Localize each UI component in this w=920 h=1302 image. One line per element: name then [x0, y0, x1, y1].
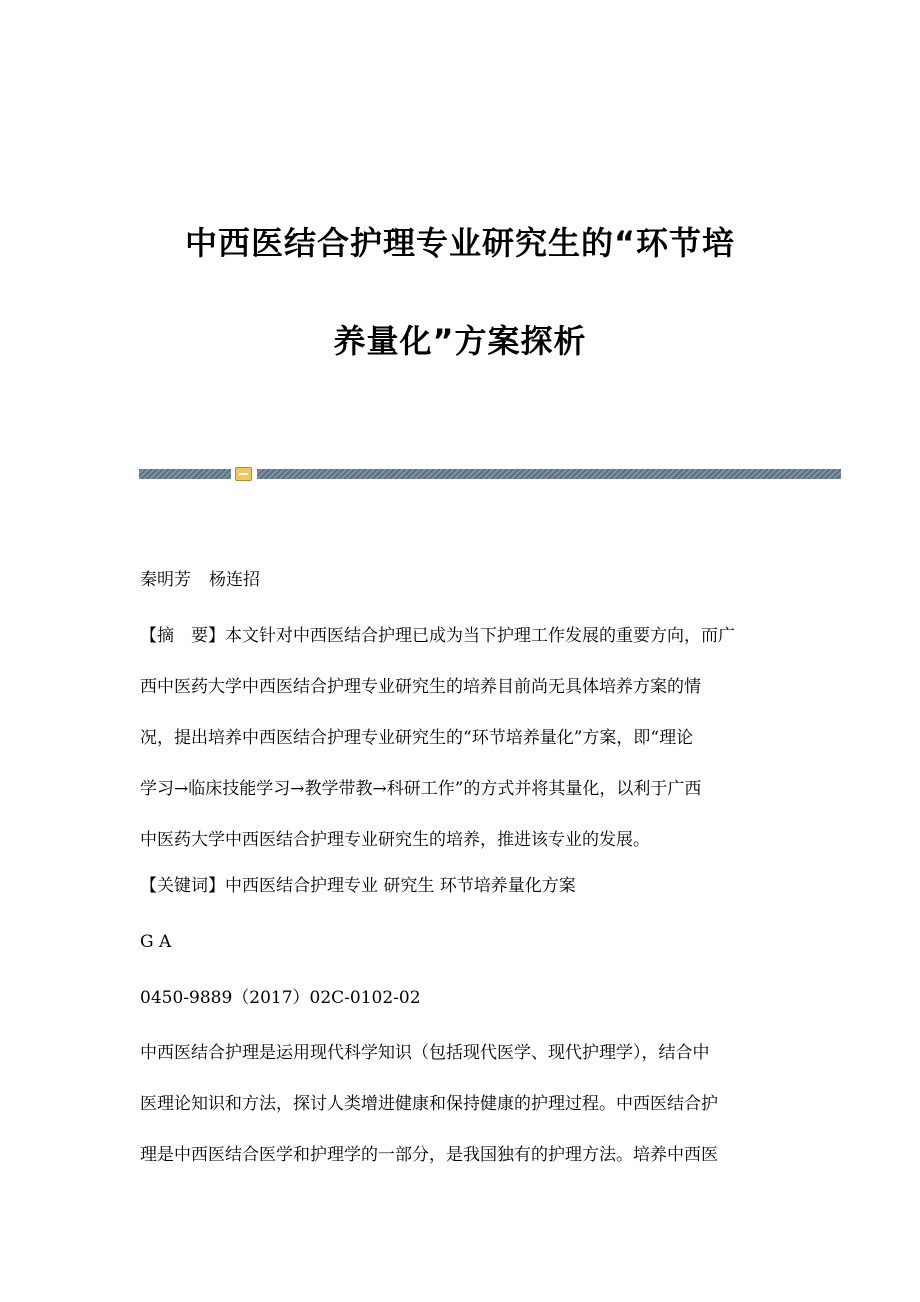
- abstract-line: 学习→临床技能学习→教学带教→科研工作”的方式并将其量化，以利于广西: [140, 779, 702, 799]
- divider-ornament-icon: [235, 467, 252, 481]
- title-divider-left: [139, 469, 231, 479]
- body-line: 中西医结合护理是运用现代科学知识（包括现代医学、现代护理学），结合中: [140, 1043, 710, 1063]
- author-1: 秦明芳: [140, 570, 191, 590]
- issn-line: 0450-9889（2017）02C-0102-02: [140, 988, 421, 1008]
- document-title-line-1: 中西医结合护理专业研究生的“环节培: [184, 224, 736, 262]
- abstract-line: 中医药大学中西医结合护理专业研究生的培养，推进该专业的发展。: [140, 830, 650, 850]
- keywords-label: 【关键词】: [140, 876, 225, 896]
- body-paragraph: [140, 1043, 780, 1165]
- document-title-line-2: 养量化”方案探析: [333, 322, 587, 360]
- abstract-line: 况，提出培养中西医结合护理专业研究生的“环节培养量化”方案，即“理论: [140, 728, 694, 748]
- authors: [140, 570, 260, 590]
- keywords-text: 中西医结合护理专业 研究生 环节培养量化方案: [225, 876, 576, 896]
- abstract-line: 本文针对中西医结合护理已成为当下护理工作发展的重要方向，而广: [225, 626, 735, 646]
- title-divider-right: [257, 469, 841, 479]
- body-line: 医理论知识和方法，探讨人类增进健康和保持健康的护理过程。中西医结合护: [140, 1094, 718, 1114]
- keywords: [140, 876, 576, 896]
- abstract-label: 【摘 要】: [140, 626, 225, 646]
- classification-code: G A: [140, 932, 172, 952]
- abstract: [140, 626, 780, 850]
- abstract-line: 西中医药大学中西医结合护理专业研究生的培养目前尚无具体培养方案的情: [140, 677, 701, 697]
- author-2: 杨连招: [209, 570, 260, 590]
- body-line: 理是中西医结合医学和护理学的一部分，是我国独有的护理方法。培养中西医: [140, 1145, 718, 1165]
